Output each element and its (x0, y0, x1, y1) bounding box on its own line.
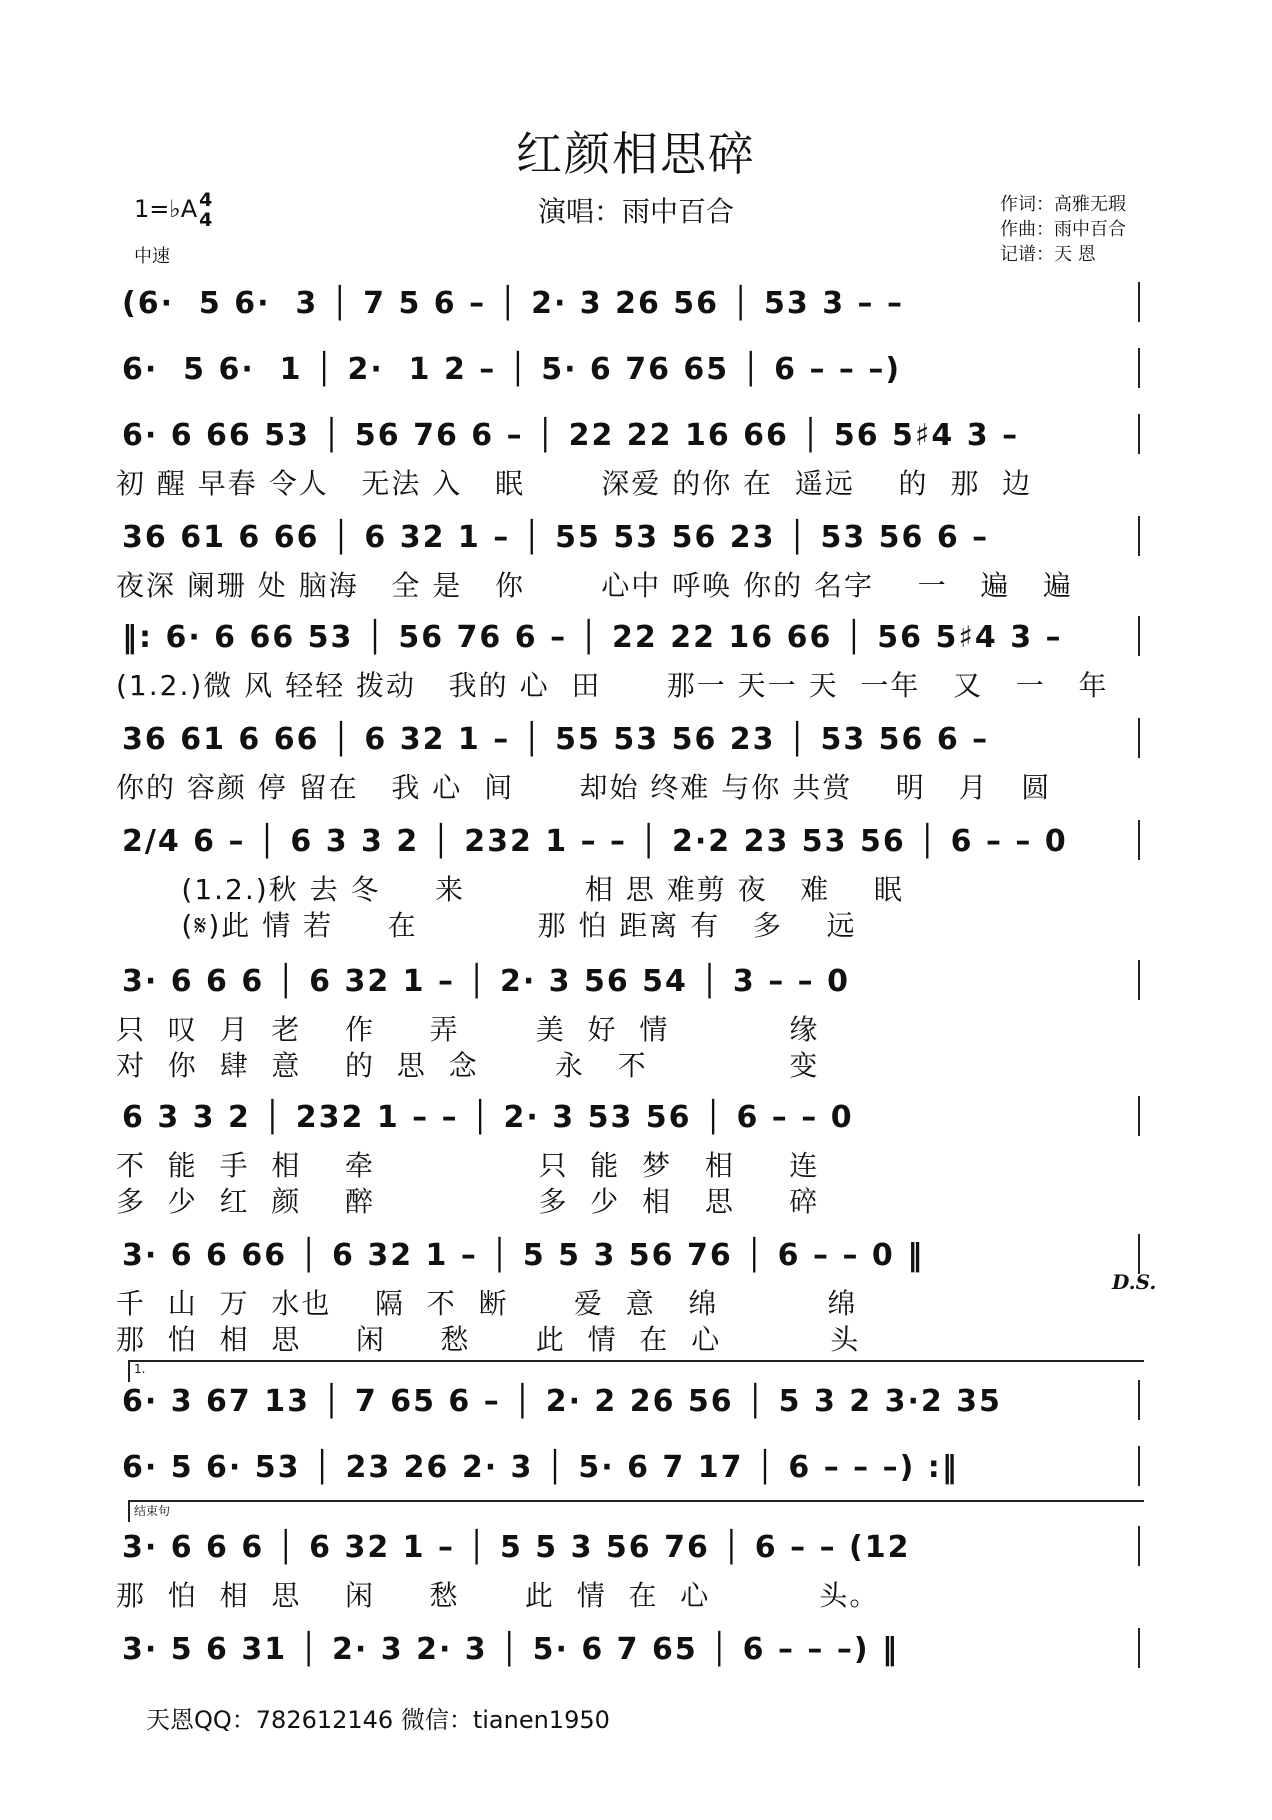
bar-line (1138, 348, 1140, 388)
lyric-line: 多 少 红 颜 醉 多 少 相 思 碎 (116, 1185, 820, 1218)
lyric-line: (1.2.)秋 去 冬 来 相 思 难剪 夜 难 眠 (116, 873, 904, 906)
jianpu-notes: 6· 5 6· 53 │ 23 26 2· 3 │ 5· 6 7 17 │ 6 – – –) :‖ (122, 1449, 959, 1485)
bar-line (1138, 820, 1140, 860)
staff-line (116, 412, 1140, 500)
bar-line (1138, 1096, 1140, 1136)
staff-line (122, 1378, 1140, 1430)
jianpu-notes: 3· 6 6 6 │ 6 32 1 – │ 5 5 3 56 76 │ 6 – – (12 (122, 1529, 911, 1565)
bar-line (1138, 282, 1140, 322)
staff-line (116, 818, 1140, 942)
bar-line (1138, 616, 1140, 656)
key-label: 1=♭A (134, 195, 198, 223)
staff-line (116, 514, 1140, 602)
jianpu-notes: 3· 5 6 31 │ 2· 3 2· 3 │ 5· 6 7 65 │ 6 – – –) ‖ (122, 1631, 900, 1667)
lyric-line: 那 怕 相 思 闲 愁 此 情 在 心 头。 (116, 1579, 880, 1612)
dal-segno-marking: D.S. (1112, 1270, 1157, 1294)
staff-line (122, 1626, 1140, 1678)
credits-block (1000, 192, 1126, 267)
jianpu-notes: 6 3 3 2 │ 232 1 – – │ 2· 3 53 56 │ 6 – – 0 (122, 1099, 854, 1135)
staff-line (122, 346, 1140, 398)
bar-line (1138, 1234, 1140, 1274)
jianpu-notes: 36 61 6 66 │ 6 32 1 – │ 55 53 56 23 │ 53 56 6 – (122, 721, 990, 757)
staff-line (116, 716, 1140, 804)
bar-line (1138, 1446, 1140, 1486)
lyric-line: (1.2.)微 风 轻轻 拨动 我的 心 田 那一 天一 天 一年 又 一 年 (116, 669, 1109, 702)
lyric-line: 对 你 肆 意 的 思 念 永 不 变 (116, 1049, 820, 1082)
first-ending-bracket (128, 1360, 1144, 1382)
jianpu-notes: ‖: 6· 6 66 53 │ 56 76 6 – │ 22 22 16 66 │ 56 5♯4 3 – (122, 619, 1063, 655)
bar-line (1138, 1380, 1140, 1420)
lyricist-credit: 作词：高雅无瑕 (1000, 194, 1126, 215)
contact-info: 天恩QQ：782612146 微信：tianen1950 (146, 1706, 610, 1734)
time-bottom: 4 (199, 209, 213, 231)
staff-line (116, 614, 1140, 702)
jianpu-notes: 3· 6 6 6 │ 6 32 1 – │ 2· 3 56 54 │ 3 – – 0 (122, 963, 850, 999)
lyric-line: 初 醒 早春 令人 无法 入 眠 深爱 的你 在 遥远 的 那 边 (116, 467, 1033, 500)
staff-line (116, 958, 1140, 1082)
jianpu-notes: 3· 6 6 66 │ 6 32 1 – │ 5 5 3 56 76 │ 6 – – 0 ‖ (122, 1237, 925, 1273)
jianpu-notes: 2/4 6 – │ 6 3 3 2 │ 232 1 – – │ 2·2 23 53 56 │ 6 – – 0 (122, 823, 1068, 859)
coda-label: 结束句 (134, 1504, 171, 1518)
time-top: 4 (199, 189, 213, 211)
jianpu-notes: 6· 3 67 13 │ 7 65 6 – │ 2· 2 26 56 │ 5 3 2 3·2 35 (122, 1383, 1002, 1419)
jianpu-notes: (6· 5 6· 3 │ 7 5 6 – │ 2· 3 26 56 │ 53 3 – – (122, 285, 904, 321)
jianpu-notes: 6· 5 6· 1 │ 2· 1 2 – │ 5· 6 76 65 │ 6 – – –) (122, 351, 902, 387)
lyric-line: 那 怕 相 思 闲 愁 此 情 在 心 头 (116, 1323, 861, 1356)
lyric-line: 夜深 阑珊 处 脑海 全 是 你 心中 呼唤 你的 名字 一 遍 遍 (116, 569, 1074, 602)
staff-line (122, 280, 1140, 332)
bar-line (1138, 1526, 1140, 1566)
lyric-line: 你的 容颜 停 留在 我 心 间 却始 终难 与你 共赏 明 月 圆 (116, 771, 1052, 804)
staff-line (116, 1094, 1140, 1218)
coda-bracket (128, 1500, 1144, 1522)
jianpu-notes: 36 61 6 66 │ 6 32 1 – │ 55 53 56 23 │ 53 56 6 – (122, 519, 990, 555)
song-title: 红颜相思碎 (516, 127, 756, 181)
bar-line (1138, 718, 1140, 758)
lyric-line: 不 能 手 相 牵 只 能 梦 相 连 (116, 1149, 820, 1182)
lyric-line: (𝄋)此 情 若 在 那 怕 距离 有 多 远 (116, 909, 857, 942)
staff-line (116, 1524, 1140, 1612)
lyric-line: 千 山 万 水也 隔 不 断 爱 意 绵 绵 (116, 1287, 858, 1320)
bar-line (1138, 960, 1140, 1000)
bar-line (1138, 1628, 1140, 1668)
jianpu-notes: 6· 6 66 53 │ 56 76 6 – │ 22 22 16 66 │ 56 5♯4 3 – (122, 417, 1020, 453)
singer-credit: 演唱：雨中百合 (537, 195, 734, 228)
lyric-line: 只 叹 月 老 作 弄 美 好 情 缘 (116, 1013, 820, 1046)
bar-line (1138, 516, 1140, 556)
bar-line (1138, 414, 1140, 454)
volta-label: 1. (134, 1362, 146, 1376)
tempo-marking: 中速 (134, 246, 170, 267)
staff-line (122, 1444, 1140, 1496)
composer-credit: 作曲：雨中百合 (1000, 219, 1126, 240)
transcriber-credit: 记谱：天 恩 (1000, 244, 1096, 265)
